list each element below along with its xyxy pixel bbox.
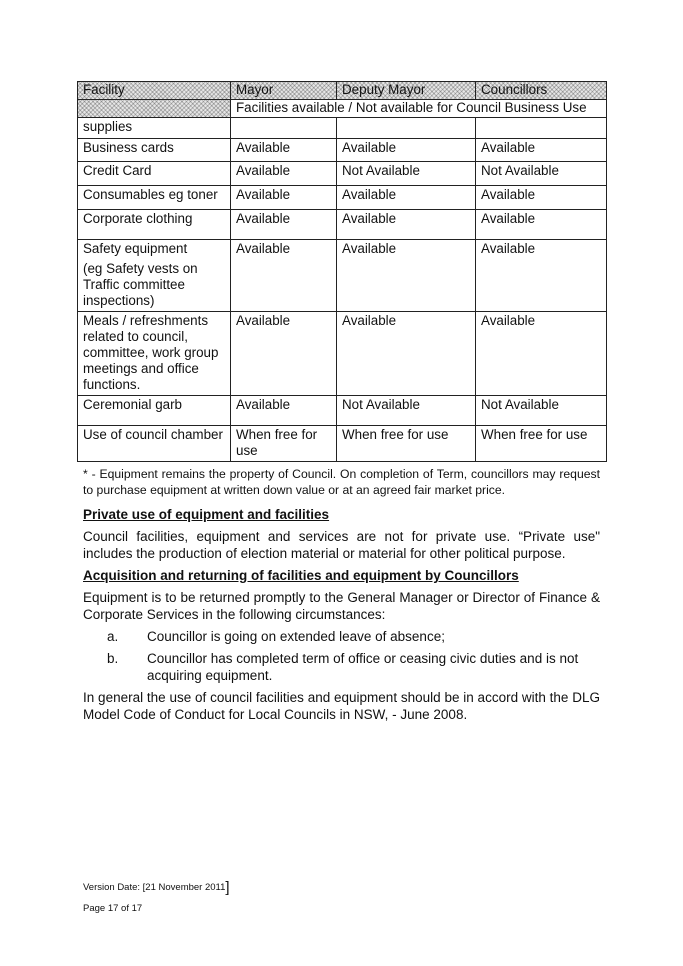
deputy-cell xyxy=(337,118,476,139)
deputy-cell: Not Available xyxy=(337,162,476,186)
facility-note: (eg Safety vests on Traffic committee inspections) xyxy=(83,261,198,308)
header-councillors: Councillors xyxy=(476,82,607,100)
table-row xyxy=(78,210,607,240)
list-marker: a. xyxy=(107,629,119,644)
list-item xyxy=(83,629,600,646)
mayor-cell: Available xyxy=(231,162,337,186)
mayor-cell: Available xyxy=(231,396,337,426)
councillors-cell: Available xyxy=(476,186,607,210)
councillors-cell: Available xyxy=(476,312,607,396)
section-heading-private-use: Private use of equipment and facilities xyxy=(83,507,330,522)
mayor-cell: When free for use xyxy=(231,426,337,462)
subheader-text: Facilities available / Not available for Council Business Use xyxy=(231,100,607,118)
facility-cell: Consumables eg toner xyxy=(78,186,231,210)
facility-cell: Ceremonial garb xyxy=(78,396,231,426)
list-item-text: Councillor is going on extended leave of absence; xyxy=(147,629,445,644)
section-body-private-use: Council facilities, equipment and services are not for private use. “Private use" includes the production of election material or material for other political purpose. xyxy=(83,529,600,561)
section-body-acquisition: Equipment is to be returned promptly to the General Manager or Director of Finance & Corporate Services in the following circumstances: xyxy=(83,590,600,622)
facility-cell: Corporate clothing xyxy=(78,210,231,240)
table-header-row xyxy=(78,82,607,100)
facility-cell: Credit Card xyxy=(78,162,231,186)
subheader-blank xyxy=(78,100,231,118)
facility-cell: Meals / refreshments related to council, committee, work group meetings and office functions. xyxy=(78,312,231,396)
facility-cell: Use of council chamber xyxy=(78,426,231,462)
table-row xyxy=(78,312,607,396)
list-item xyxy=(83,651,600,684)
councillors-cell: Not Available xyxy=(476,396,607,426)
facility-cell xyxy=(78,240,231,312)
facilities-table xyxy=(77,81,607,462)
list-item-text: Councillor has completed term of office or ceasing civic duties and is not acquiring equipment. xyxy=(147,651,579,683)
table-row xyxy=(78,139,607,162)
closing-paragraph: In general the use of council facilities and equipment should be in accord with the DLG Model Code of Conduct for Local Councils in NSW, - June 2008. xyxy=(83,690,600,722)
mayor-cell: Available xyxy=(231,312,337,396)
header-mayor: Mayor xyxy=(231,82,337,100)
mayor-cell: Available xyxy=(231,240,337,312)
councillors-cell: Not Available xyxy=(476,162,607,186)
mayor-cell: Available xyxy=(231,210,337,240)
page-number: Page 17 of 17 xyxy=(83,903,143,914)
list-marker: b. xyxy=(107,651,119,666)
councillors-cell: When free for use xyxy=(476,426,607,462)
mayor-cell xyxy=(231,118,337,139)
deputy-cell: Available xyxy=(337,210,476,240)
table-row xyxy=(78,186,607,210)
mayor-cell: Available xyxy=(231,186,337,210)
deputy-cell: Available xyxy=(337,312,476,396)
table-row xyxy=(78,240,607,312)
table-row xyxy=(78,426,607,462)
version-date-bracket: ] xyxy=(225,879,230,896)
table-footnote: * - Equipment remains the property of Council. On completion of Term, councillors may request to purchase equipment at written down value or at an agreed fair market price. xyxy=(83,467,600,497)
councillors-cell: Available xyxy=(476,210,607,240)
table-row xyxy=(78,118,607,139)
table-row xyxy=(78,396,607,426)
header-deputy-mayor: Deputy Mayor xyxy=(337,82,476,100)
deputy-cell: Available xyxy=(337,240,476,312)
mayor-cell: Available xyxy=(231,139,337,162)
councillors-cell: Available xyxy=(476,240,607,312)
version-date-text: Version Date: [21 November 2011 xyxy=(83,882,226,893)
facility-cell: supplies xyxy=(78,118,231,139)
councillors-cell: Available xyxy=(476,139,607,162)
deputy-cell: Not Available xyxy=(337,396,476,426)
header-facility: Facility xyxy=(78,82,231,100)
version-date xyxy=(83,877,230,894)
section-heading-acquisition: Acquisition and returning of facilities and equipment by Councillors xyxy=(83,568,519,583)
table-row xyxy=(78,162,607,186)
councillors-cell xyxy=(476,118,607,139)
facility-cell: Business cards xyxy=(78,139,231,162)
facility-name: Safety equipment xyxy=(83,241,188,256)
table-subheader-row xyxy=(78,100,607,118)
deputy-cell: When free for use xyxy=(337,426,476,462)
deputy-cell: Available xyxy=(337,186,476,210)
deputy-cell: Available xyxy=(337,139,476,162)
